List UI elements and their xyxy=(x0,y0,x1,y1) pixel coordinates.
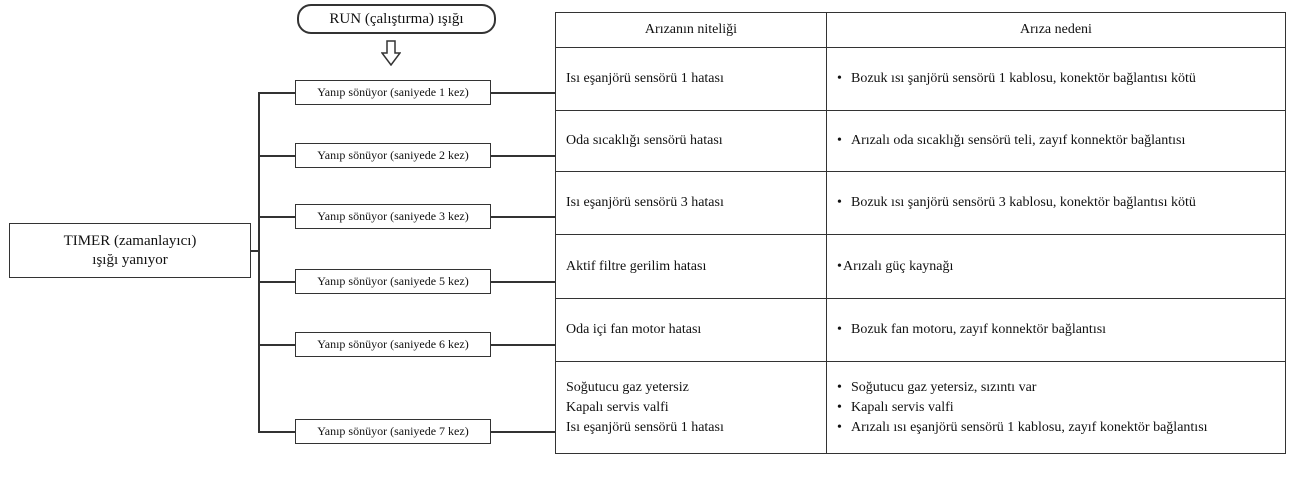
blink-box xyxy=(295,204,491,229)
connector-branch xyxy=(258,431,295,433)
blink-label: Yanıp sönüyor (saniyede 2 kez) xyxy=(317,148,469,162)
table-row xyxy=(556,172,1286,235)
timer-label-line2: ışığı yanıyor xyxy=(92,251,168,268)
table-row xyxy=(556,299,1286,362)
fault-nature-cell: Isı eşanjörü sensörü 3 hatası xyxy=(556,172,827,235)
connector-branch xyxy=(258,92,295,94)
fault-nature-line: Kapalı servis valfi xyxy=(566,399,669,415)
table-row xyxy=(556,48,1286,111)
fault-cause-cell xyxy=(827,172,1286,235)
connector-to-table xyxy=(491,155,555,157)
fault-cause-cell xyxy=(827,362,1286,454)
table-header-row xyxy=(556,13,1286,48)
table-row xyxy=(556,235,1286,299)
connector-trunk xyxy=(258,92,260,431)
blink-label: Yanıp sönüyor (saniyede 3 kez) xyxy=(317,209,469,223)
header-fault-cause: Arıza nedeni xyxy=(827,13,1286,48)
fault-nature-line: Isı eşanjörü sensörü 1 hatası xyxy=(566,419,724,435)
blink-label: Yanıp sönüyor (saniyede 1 kez) xyxy=(317,85,469,99)
fault-cause-cell xyxy=(827,299,1286,362)
cause-item: • Arızalı güç kaynağı xyxy=(837,257,1275,277)
cause-item: • Bozuk fan motoru, zayıf konnektör bağlantısı xyxy=(837,320,1275,340)
connector-branch xyxy=(258,155,295,157)
connector-to-table xyxy=(491,216,555,218)
connector-to-table xyxy=(491,92,555,94)
cause-item: • Kapalı servis valfi xyxy=(837,398,1275,418)
fault-nature-cell: Oda sıcaklığı sensörü hatası xyxy=(556,111,827,172)
cause-item: • Arızalı ısı eşanjörü sensörü 1 kablosu, zayıf konektör bağlantısı xyxy=(837,418,1275,438)
blink-box xyxy=(295,80,491,105)
cause-item: • Arızalı oda sıcaklığı sensörü teli, zayıf konnektör bağlantısı xyxy=(837,131,1275,151)
connector-to-table xyxy=(491,344,555,346)
cause-item: • Bozuk ısı şanjörü sensörü 3 kablosu, konektör bağlantısı kötü xyxy=(837,193,1275,213)
cause-item: • Soğutucu gaz yetersiz, sızıntı var xyxy=(837,378,1275,398)
fault-nature-cell xyxy=(556,362,827,454)
blink-box xyxy=(295,419,491,444)
fault-table xyxy=(555,12,1286,454)
run-light-box xyxy=(297,4,496,34)
header-fault-nature: Arızanın niteliği xyxy=(556,13,827,48)
fault-cause-cell xyxy=(827,235,1286,299)
table-row xyxy=(556,111,1286,172)
run-light-label: RUN (çalıştırma) ışığı xyxy=(329,10,464,27)
connector-to-table xyxy=(491,431,555,433)
blink-label: Yanıp sönüyor (saniyede 7 kez) xyxy=(317,424,469,438)
blink-box xyxy=(295,143,491,168)
fault-nature-cell: Aktif filtre gerilim hatası xyxy=(556,235,827,299)
table-row xyxy=(556,362,1286,454)
blink-box xyxy=(295,269,491,294)
connector-branch xyxy=(258,281,295,283)
fault-nature-cell: Isı eşanjörü sensörü 1 hatası xyxy=(556,48,827,111)
connector-to-table xyxy=(491,281,555,283)
fault-nature-cell: Oda içi fan motor hatası xyxy=(556,299,827,362)
connector-branch xyxy=(258,216,295,218)
fault-nature-line: Soğutucu gaz yetersiz xyxy=(566,379,689,395)
down-arrow-icon xyxy=(381,40,401,66)
fault-cause-cell xyxy=(827,48,1286,111)
timer-light-box xyxy=(9,223,251,278)
blink-label: Yanıp sönüyor (saniyede 6 kez) xyxy=(317,337,469,351)
fault-cause-cell xyxy=(827,111,1286,172)
connector-branch xyxy=(258,344,295,346)
blink-label: Yanıp sönüyor (saniyede 5 kez) xyxy=(317,274,469,288)
timer-label-line1: TIMER (zamanlayıcı) xyxy=(63,232,197,249)
blink-box xyxy=(295,332,491,357)
cause-item: • Bozuk ısı şanjörü sensörü 1 kablosu, konektör bağlantısı kötü xyxy=(837,69,1275,89)
